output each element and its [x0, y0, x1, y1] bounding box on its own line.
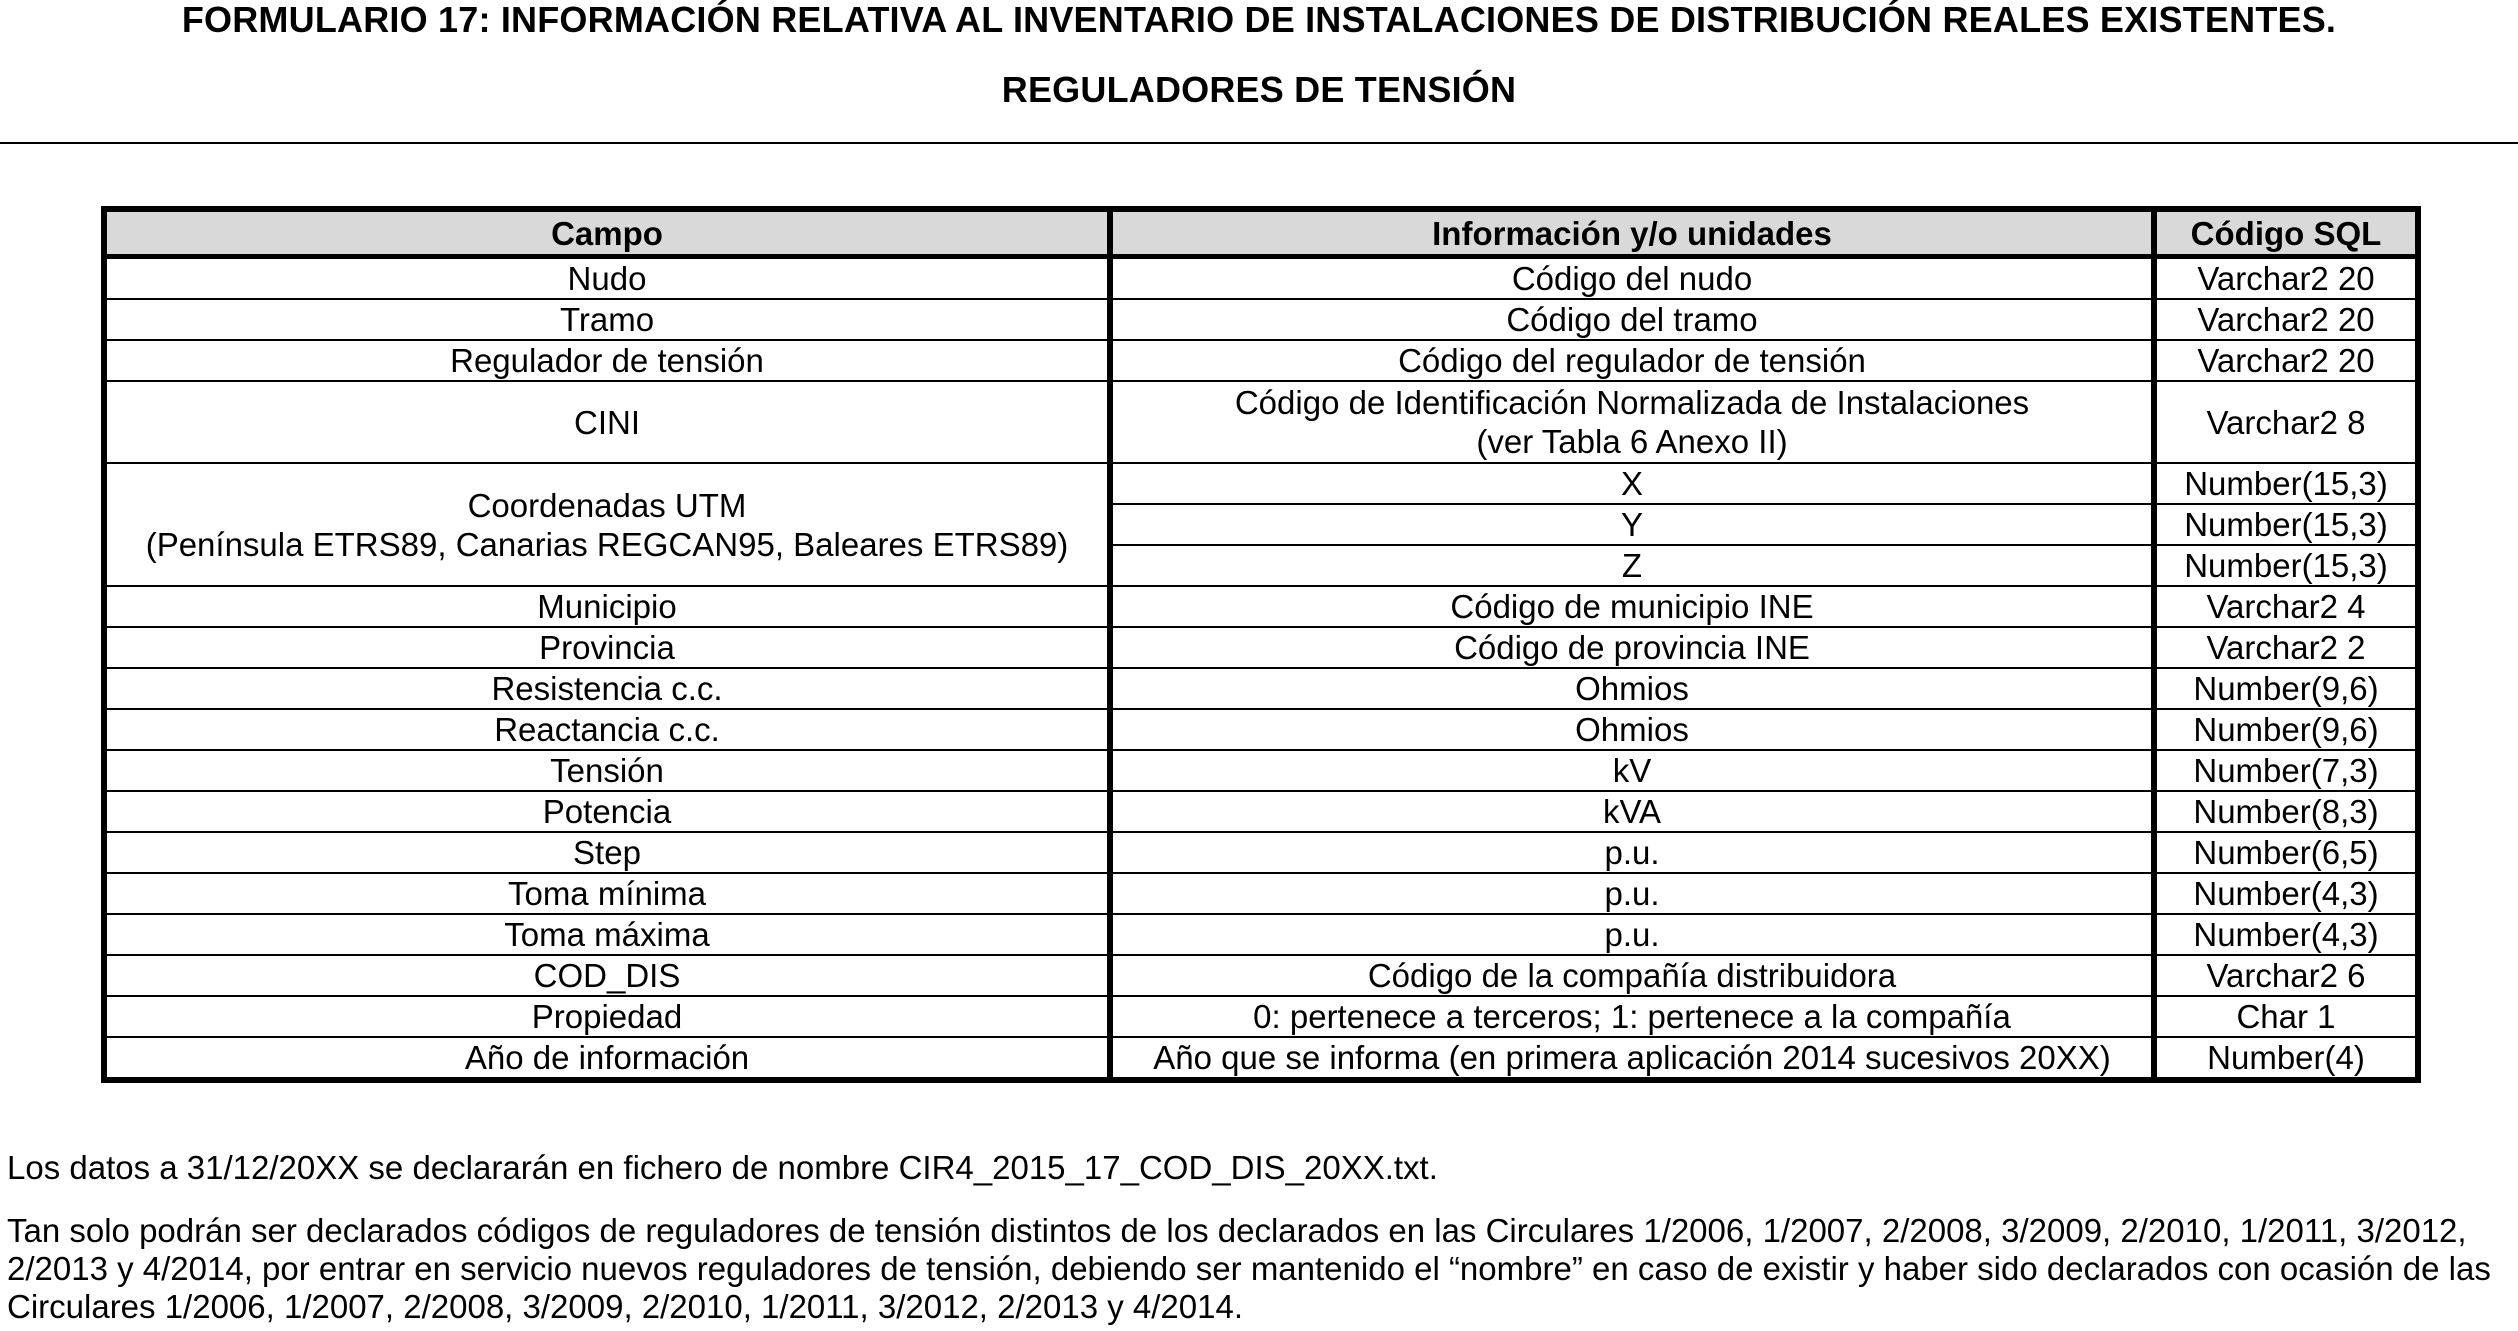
info-cell: Código del nudo	[1110, 257, 2154, 300]
table-row	[104, 750, 2418, 791]
table-row	[104, 586, 2418, 627]
sql-cell: Number(4,3)	[2154, 873, 2418, 914]
sql-cell: Varchar2 4	[2154, 586, 2418, 627]
sql-cell: Number(9,6)	[2154, 668, 2418, 709]
info-cell: p.u.	[1110, 914, 2154, 955]
info-cell: Ohmios	[1110, 668, 2154, 709]
info-cell: 0: pertenece a terceros; 1: pertenece a la compañía	[1110, 996, 2154, 1037]
campo-cell: Provincia	[104, 627, 1110, 668]
column-header-campo: Campo	[104, 209, 1110, 257]
info-line: (ver Tabla 6 Anexo II)	[1476, 423, 1788, 460]
info-cell: Código del tramo	[1110, 299, 2154, 340]
sql-cell: Number(9,6)	[2154, 709, 2418, 750]
campo-cell: CINI	[104, 381, 1110, 463]
info-cell: kV	[1110, 750, 2154, 791]
table-row	[104, 627, 2418, 668]
sql-cell: Number(4)	[2154, 1037, 2418, 1080]
campo-cell: Toma máxima	[104, 914, 1110, 955]
info-cell: Y	[1110, 504, 2154, 545]
sql-cell: Varchar2 20	[2154, 299, 2418, 340]
campo-cell-coordenadas	[104, 463, 1110, 586]
sql-cell: Number(7,3)	[2154, 750, 2418, 791]
table-row	[104, 257, 2418, 300]
file-name-note: Los datos a 31/12/20XX se declararán en fichero de nombre CIR4_2015_17_COD_DIS_20XX.txt.	[7, 1149, 1438, 1186]
sql-cell: Varchar2 6	[2154, 955, 2418, 996]
campo-cell: Tensión	[104, 750, 1110, 791]
campo-cell: Resistencia c.c.	[104, 668, 1110, 709]
sql-cell: Number(15,3)	[2154, 545, 2418, 586]
sql-cell: Varchar2 2	[2154, 627, 2418, 668]
table-row	[104, 791, 2418, 832]
campo-line: Coordenadas UTM	[467, 486, 747, 524]
table-row	[104, 340, 2418, 381]
campo-line: (Península ETRS89, Canarias REGCAN95, Baleares ETRS89)	[145, 525, 1069, 563]
sql-cell: Varchar2 20	[2154, 257, 2418, 300]
sql-cell: Number(4,3)	[2154, 914, 2418, 955]
campo-cell: Reactancia c.c.	[104, 709, 1110, 750]
campo-cell: Step	[104, 832, 1110, 873]
table-row	[104, 1037, 2418, 1080]
table-row	[104, 914, 2418, 955]
campo-cell: Potencia	[104, 791, 1110, 832]
info-cell: Z	[1110, 545, 2154, 586]
table-row	[104, 873, 2418, 914]
info-cell: Código de la compañía distribuidora	[1110, 955, 2154, 996]
info-cell: X	[1110, 463, 2154, 504]
sql-cell: Varchar2 20	[2154, 340, 2418, 381]
info-cell: p.u.	[1110, 832, 2154, 873]
info-cell: Código de municipio INE	[1110, 586, 2154, 627]
campo-cell: Propiedad	[104, 996, 1110, 1037]
info-cell	[1110, 381, 2154, 463]
sql-cell: Number(15,3)	[2154, 463, 2418, 504]
sql-cell: Varchar2 8	[2154, 381, 2418, 463]
column-header-sql: Código SQL	[2154, 209, 2418, 257]
sql-cell: Number(15,3)	[2154, 504, 2418, 545]
table-row	[104, 299, 2418, 340]
campo-cell: Año de información	[104, 1037, 1110, 1080]
info-cell: kVA	[1110, 791, 2154, 832]
header-divider	[0, 142, 2518, 144]
sql-cell: Number(6,5)	[2154, 832, 2418, 873]
campo-cell: Regulador de tensión	[104, 340, 1110, 381]
column-header-info: Información y/o unidades	[1110, 209, 2154, 257]
declaration-note: Tan solo podrán ser declarados códigos de reguladores de tensión distintos de los declarados en las Circulares 1/2006, 1/2007, 2/2008, 3/2009, 2/2010, 1/2011, 3/2012, 2/2013 y 4/2014, por entrar en servicio nuevos reguladores de tensión, debiendo ser mantenido el “nombre” en caso de existir y haber sido declarados con ocasión de las Circulares 1/2006, 1/2007, 2/2008, 3/2009, 2/2010, 1/2011, 3/2012, 2/2013 y 4/2014.	[7, 1212, 2491, 1325]
campo-cell: Tramo	[104, 299, 1110, 340]
sql-cell: Number(8,3)	[2154, 791, 2418, 832]
table-row	[104, 996, 2418, 1037]
campo-cell: COD_DIS	[104, 955, 1110, 996]
table-row	[104, 668, 2418, 709]
info-line: Código de Identificación Normalizada de Instalaciones	[1234, 384, 2030, 421]
info-cell: Código del regulador de tensión	[1110, 340, 2154, 381]
info-cell: Código de provincia INE	[1110, 627, 2154, 668]
campo-cell: Municipio	[104, 586, 1110, 627]
table-row	[104, 709, 2418, 750]
table-row	[104, 463, 2418, 504]
campo-cell: Nudo	[104, 257, 1110, 300]
campo-cell: Toma mínima	[104, 873, 1110, 914]
sql-cell: Char 1	[2154, 996, 2418, 1037]
table-row	[104, 832, 2418, 873]
info-cell: p.u.	[1110, 873, 2154, 914]
form-title: FORMULARIO 17: INFORMACIÓN RELATIVA AL INVENTARIO DE INSTALACIONES DE DISTRIBUCIÓN REALES EXISTENTES.	[181, 0, 2337, 40]
table-header-row	[104, 209, 2418, 257]
form-subtitle: REGULADORES DE TENSIÓN	[1001, 69, 1517, 110]
info-cell: Ohmios	[1110, 709, 2154, 750]
fields-table	[101, 206, 2421, 1083]
info-cell: Año que se informa (en primera aplicación 2014 sucesivos 20XX)	[1110, 1037, 2154, 1080]
table-row	[104, 381, 2418, 463]
table-row	[104, 955, 2418, 996]
